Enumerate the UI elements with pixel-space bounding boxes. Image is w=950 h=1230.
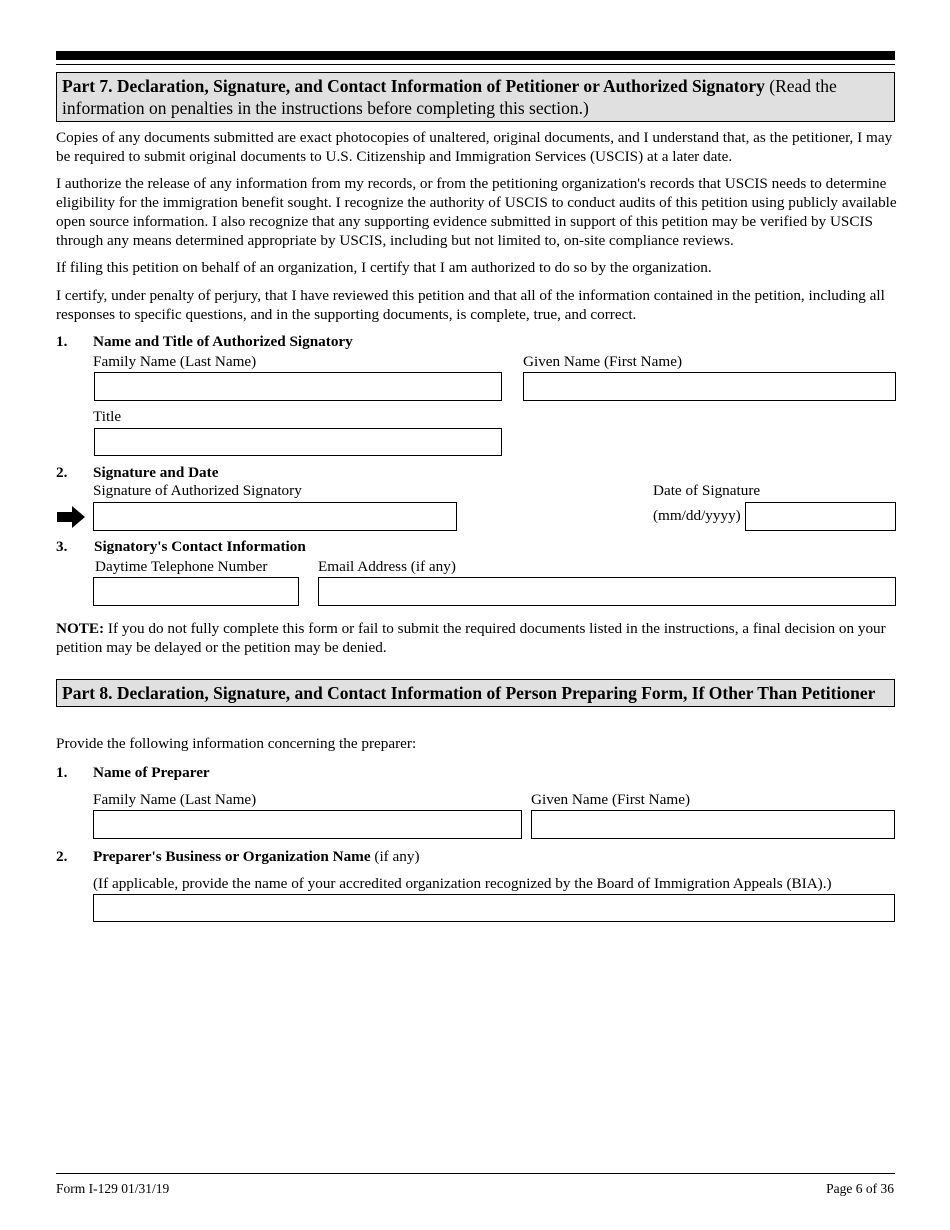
signature-field[interactable]: [93, 502, 457, 531]
part7-item1-number: 1.: [56, 333, 68, 350]
part7-item2-title: Signature and Date: [93, 464, 219, 481]
signatory-given-name-label: Given Name (First Name): [523, 353, 683, 370]
part7-note: [56, 619, 901, 657]
part8-item1-number: 1.: [56, 764, 68, 781]
phone-field[interactable]: [93, 577, 299, 606]
part7-header-title: Part 7. Declaration, Signature, and Contact Information of Petitioner or Authorized Signatory: [62, 76, 765, 96]
part7-paragraph-certify: I certify, under penalty of perjury, that I have reviewed this petition and that all of the information contained in the petition, including all responses to specific questions, and in the supporting documents, is complete, true, and correct.: [56, 287, 885, 323]
part7-header: [56, 72, 895, 122]
date-format-label: (mm/dd/yyyy): [653, 507, 741, 524]
preparer-organization-hint: (If applicable, provide the name of your accredited organization recognized by the Board of Immigration Appeals (BIA).): [93, 875, 832, 892]
part8-item2-title: [93, 848, 420, 866]
part8-item2-title-bold: Preparer's Business or Organization Name: [93, 848, 371, 865]
email-label: Email Address (if any): [318, 558, 456, 575]
part7-item2-number: 2.: [56, 464, 68, 481]
signatory-title-field[interactable]: [94, 428, 502, 456]
part8-item2-title-suffix: (if any): [370, 848, 420, 865]
top-thick-rule: [56, 51, 895, 60]
part8-intro: Provide the following information concerning the preparer:: [56, 735, 417, 752]
preparer-family-name-label: Family Name (Last Name): [93, 791, 257, 808]
footer-rule: [56, 1173, 895, 1174]
part7-header-note: (Read the information on penalties in the instructions before completing this section.): [62, 76, 837, 118]
part7-item3-title: Signatory's Contact Information: [94, 538, 306, 555]
note-text: If you do not fully complete this form or fail to submit the required documents listed in the instructions, a final decision on your petition may be delayed or the petition may be denied.: [56, 620, 886, 656]
signature-arrow-icon: [57, 506, 85, 528]
part8-item1-title: Name of Preparer: [93, 764, 210, 781]
part7-item1-title: Name and Title of Authorized Signatory: [93, 333, 353, 350]
preparer-family-name-field[interactable]: [93, 810, 522, 839]
signature-label: Signature of Authorized Signatory: [93, 482, 302, 499]
part7-item3-number: 3.: [56, 538, 68, 555]
part8-header-title: Part 8. Declaration, Signature, and Contact Information of Person Preparing Form, If Other Than Petitioner: [62, 683, 876, 703]
part8-item2-number: 2.: [56, 848, 68, 865]
footer-form-id: Form I-129 01/31/19: [56, 1181, 170, 1196]
part8-header: [56, 679, 895, 707]
signatory-family-name-field[interactable]: [94, 372, 502, 401]
part7-paragraph-organization: If filing this petition on behalf of an organization, I certify that I am authorized to do so by the organization.: [56, 259, 712, 276]
preparer-organization-field[interactable]: [93, 894, 895, 922]
note-label: NOTE:: [56, 620, 105, 637]
date-of-signature-field[interactable]: [745, 502, 896, 531]
footer-page-number: Page 6 of 36: [826, 1181, 894, 1196]
preparer-given-name-field[interactable]: [531, 810, 895, 839]
signatory-family-name-label: Family Name (Last Name): [93, 353, 257, 370]
email-field[interactable]: [318, 577, 896, 606]
phone-label: Daytime Telephone Number: [95, 558, 268, 575]
part7-paragraph-copies: Copies of any documents submitted are exact photocopies of unaltered, original documents, and I understand that, as the petitioner, I may be required to submit original documents to U.S. Citizenship and Immigration Services (USCIS) at a later date.: [56, 129, 893, 165]
date-of-signature-label: Date of Signature: [653, 482, 761, 499]
signatory-given-name-field[interactable]: [523, 372, 896, 401]
part7-paragraph-authorize: I authorize the release of any information from my records, or from the petitioning organization's records that USCIS needs to determine eligibility for the immigration benefit sought. I recognize the authority of USCIS to conduct audits of this petition using publicly available open source information. I also recognize that any supporting evidence submitted in support of this petition may be verified by USCIS through any means determined appropriate by USCIS, including but not limited to, on-site compliance reviews.: [56, 175, 897, 249]
preparer-given-name-label: Given Name (First Name): [531, 791, 691, 808]
signatory-title-label: Title: [93, 408, 122, 425]
top-thin-rule: [56, 64, 895, 65]
